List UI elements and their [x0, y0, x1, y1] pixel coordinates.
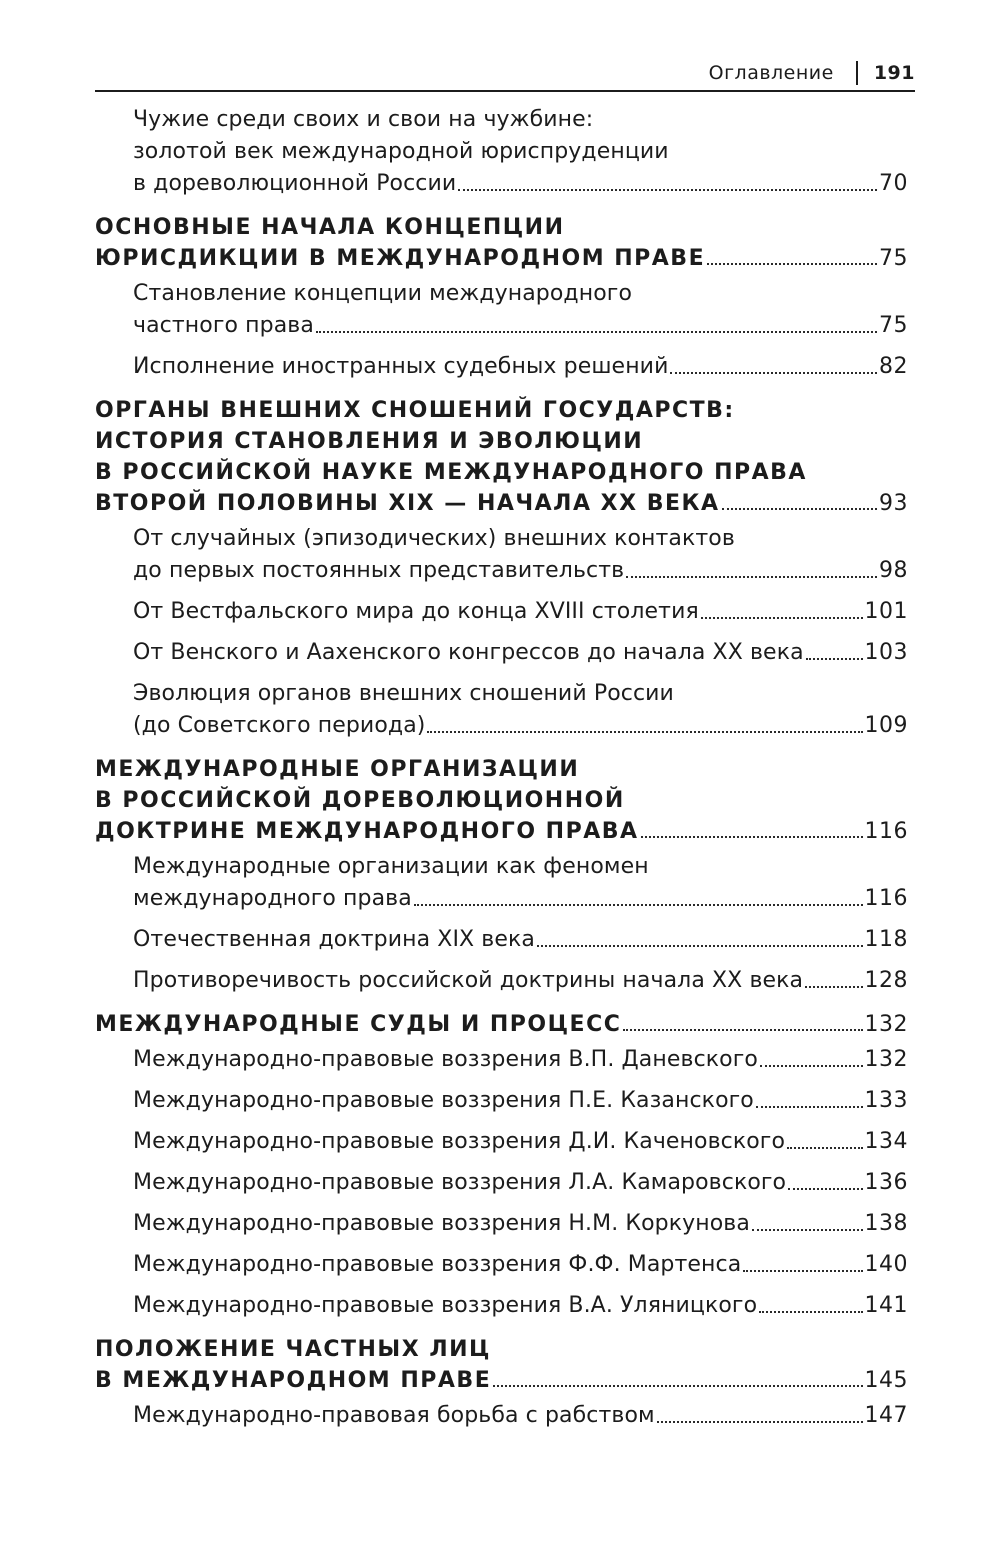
table-of-contents: [95, 104, 908, 1441]
toc-entry-page-number: 103: [864, 640, 908, 665]
page-number: 191: [873, 62, 915, 84]
toc-entry-page-number: 70: [879, 171, 908, 196]
toc-entry-title-line: ЮРИСДИКЦИИ В МЕЖДУНАРОДНОМ ПРАВЕ: [95, 246, 706, 271]
toc-entry-title-line: В МЕЖДУНАРОДНОМ ПРАВЕ: [95, 1368, 492, 1393]
toc-chapter-entry: [95, 1009, 908, 1040]
dot-leader: [623, 1028, 862, 1031]
toc-entry-title-line: частного права: [133, 313, 314, 338]
toc-section-entry: [95, 104, 908, 200]
toc-entry-page-number: 82: [879, 354, 908, 379]
dot-leader: [752, 1228, 863, 1231]
dot-leader: [626, 575, 877, 578]
toc-entry-title-line: От случайных (эпизодических) внешних контактов: [133, 526, 735, 551]
dot-leader: [805, 985, 862, 988]
toc-section-entry: [95, 523, 908, 587]
toc-entry-page-number: 109: [864, 713, 908, 738]
dot-leader: [458, 188, 877, 191]
dot-leader: [787, 1146, 862, 1149]
toc-entry-page-number: 132: [864, 1047, 908, 1072]
toc-entry-leader-row: [95, 816, 908, 847]
toc-entry-leader-row: [133, 1044, 908, 1076]
toc-entry-title-line: Международно-правовые воззрения В.А. Уляницкого: [133, 1293, 758, 1318]
toc-section-entry: [95, 1290, 908, 1322]
dot-leader: [641, 835, 863, 838]
toc-entry-page-number: 116: [864, 886, 908, 911]
toc-entry-page-number: 140: [864, 1252, 908, 1277]
dot-leader: [759, 1310, 862, 1313]
toc-entry-title-line: Международно-правовые воззрения В.П. Даневского: [133, 1047, 758, 1072]
toc-entry-page-number: 133: [864, 1088, 908, 1113]
toc-section-entry: [95, 351, 908, 383]
toc-section-entry: [95, 1044, 908, 1076]
dot-leader: [722, 507, 877, 510]
toc-chapter-entry: [95, 395, 908, 519]
toc-entry-title-line: Международно-правовые воззрения П.Е. Казанского: [133, 1088, 754, 1113]
toc-entry-leader-row: [133, 1085, 908, 1117]
toc-entry-title-line: Эволюция органов внешних сношений России: [133, 681, 674, 706]
toc-entry-title-line: ИСТОРИЯ СТАНОВЛЕНИЯ И ЭВОЛЮЦИИ: [95, 429, 644, 454]
toc-entry-title-line: В РОССИЙСКОЙ ДОРЕВОЛЮЦИОННОЙ: [95, 788, 625, 813]
toc-entry-page-number: 132: [864, 1012, 908, 1037]
toc-entry-page-number: 101: [864, 599, 908, 624]
toc-entry-leader-row: [133, 596, 908, 628]
toc-entry-leader-row: [133, 965, 908, 997]
toc-entry-leader-row: [95, 243, 908, 274]
toc-entry-page-number: 116: [864, 819, 908, 844]
toc-entry-page-number: 141: [864, 1293, 908, 1318]
toc-entry-title-line: Исполнение иностранных судебных решений: [133, 354, 669, 379]
toc-entry-leader-row: [133, 637, 908, 669]
toc-entry-leader-row: [95, 488, 908, 519]
toc-entry-leader-row: [95, 1365, 908, 1396]
toc-entry-title-line: Международно-правовые воззрения Ф.Ф. Мартенса: [133, 1252, 742, 1277]
toc-entry-leader-row: [95, 1009, 908, 1040]
toc-entry-title-line: ПОЛОЖЕНИЕ ЧАСТНЫХ ЛИЦ: [95, 1337, 491, 1362]
toc-section-entry: [95, 678, 908, 742]
toc-entry-page-number: 75: [879, 313, 908, 338]
dot-leader: [707, 262, 877, 265]
running-head-section: Оглавление: [708, 62, 834, 84]
toc-entry-title-line: Международные организации как феномен: [133, 854, 649, 879]
toc-section-entry: [95, 1400, 908, 1432]
toc-entry-leader-row: [133, 710, 908, 742]
toc-entry-leader-row: [133, 168, 908, 200]
dot-leader: [493, 1384, 862, 1387]
toc-entry-leader-row: [133, 1126, 908, 1158]
toc-entry-title-line: В РОССИЙСКОЙ НАУКЕ МЕЖДУНАРОДНОГО ПРАВА: [95, 460, 807, 485]
toc-entry-page-number: 147: [864, 1403, 908, 1428]
toc-entry-title-line: Международно-правовые воззрения Д.И. Каченовского: [133, 1129, 786, 1154]
dot-leader: [701, 616, 863, 619]
toc-section-entry: [95, 637, 908, 669]
toc-entry-title-line: Чужие среди своих и свои на чужбине:: [133, 107, 594, 132]
toc-entry-title-line: Противоречивость российской доктрины начала XX века: [133, 968, 804, 993]
dot-leader: [427, 730, 862, 733]
toc-section-entry: [95, 1249, 908, 1281]
toc-entry-page-number: 134: [864, 1129, 908, 1154]
toc-entry-page-number: 98: [879, 558, 908, 583]
dot-leader: [414, 903, 863, 906]
dot-leader: [756, 1105, 863, 1108]
toc-entry-leader-row: [133, 1290, 908, 1322]
toc-entry-title-line: От Вестфальского мира до конца XVIII столетия: [133, 599, 699, 624]
toc-section-entry: [95, 1126, 908, 1158]
toc-section-entry: [95, 924, 908, 956]
toc-chapter-entry: [95, 1334, 908, 1396]
toc-entry-title-line: в дореволюционной России: [133, 171, 457, 196]
toc-entry-leader-row: [133, 1167, 908, 1199]
toc-entry-title-line: МЕЖДУНАРОДНЫЕ ОРГАНИЗАЦИИ: [95, 757, 580, 782]
toc-entry-title-line: ОСНОВНЫЕ НАЧАЛА КОНЦЕПЦИИ: [95, 215, 565, 240]
toc-entry-title-line: Международно-правовые воззрения Н.М. Коркунова: [133, 1211, 750, 1236]
dot-leader: [657, 1420, 863, 1423]
toc-entry-title-line: МЕЖДУНАРОДНЫЕ СУДЫ И ПРОЦЕСС: [95, 1012, 622, 1037]
toc-entry-title-line: Отечественная доктрина XIX века: [133, 927, 535, 952]
dot-leader: [670, 371, 877, 374]
toc-section-entry: [95, 278, 908, 342]
toc-section-entry: [95, 851, 908, 915]
toc-section-entry: [95, 1167, 908, 1199]
toc-entry-page-number: 118: [864, 927, 908, 952]
toc-section-entry: [95, 1085, 908, 1117]
toc-entry-title-line: золотой век международной юриспруденции: [133, 139, 669, 164]
toc-entry-page-number: 145: [864, 1368, 908, 1393]
toc-entry-title-line: международного права: [133, 886, 412, 911]
toc-entry-leader-row: [133, 555, 908, 587]
toc-entry-page-number: 136: [864, 1170, 908, 1195]
toc-entry-title-line: до первых постоянных представительств: [133, 558, 625, 583]
toc-entry-title-line: ВТОРОЙ ПОЛОВИНЫ XIX — НАЧАЛА XX ВЕКА: [95, 491, 720, 516]
toc-entry-page-number: 138: [864, 1211, 908, 1236]
dot-leader: [743, 1269, 862, 1272]
toc-entry-title-line: Международно-правовые воззрения Л.А. Камаровского: [133, 1170, 787, 1195]
toc-entry-leader-row: [133, 1400, 908, 1432]
dot-leader: [537, 944, 863, 947]
toc-section-entry: [95, 596, 908, 628]
toc-entry-title-line: От Венского и Аахенского конгрессов до начала XX века: [133, 640, 804, 665]
running-head-divider: [856, 61, 858, 85]
toc-entry-title-line: ОРГАНЫ ВНЕШНИХ СНОШЕНИЙ ГОСУДАРСТВ:: [95, 398, 735, 423]
toc-entry-leader-row: [133, 310, 908, 342]
toc-entry-title-line: (до Советского периода): [133, 713, 426, 738]
toc-entry-leader-row: [133, 883, 908, 915]
toc-entry-leader-row: [133, 1208, 908, 1240]
dot-leader: [760, 1064, 863, 1067]
toc-chapter-entry: [95, 754, 908, 847]
toc-entry-leader-row: [133, 924, 908, 956]
toc-chapter-entry: [95, 212, 908, 274]
running-head: [95, 56, 915, 92]
dot-leader: [806, 657, 863, 660]
toc-entry-title-line: Международно-правовая борьба с рабством: [133, 1403, 655, 1428]
toc-section-entry: [95, 965, 908, 997]
toc-section-entry: [95, 1208, 908, 1240]
dot-leader: [316, 330, 877, 333]
dot-leader: [788, 1187, 862, 1190]
toc-entry-page-number: 75: [879, 246, 908, 271]
toc-entry-page-number: 93: [879, 491, 908, 516]
toc-entry-leader-row: [133, 1249, 908, 1281]
toc-entry-leader-row: [133, 351, 908, 383]
toc-entry-page-number: 128: [864, 968, 908, 993]
toc-entry-title-line: ДОКТРИНЕ МЕЖДУНАРОДНОГО ПРАВА: [95, 819, 639, 844]
toc-entry-title-line: Становление концепции международного: [133, 281, 633, 306]
